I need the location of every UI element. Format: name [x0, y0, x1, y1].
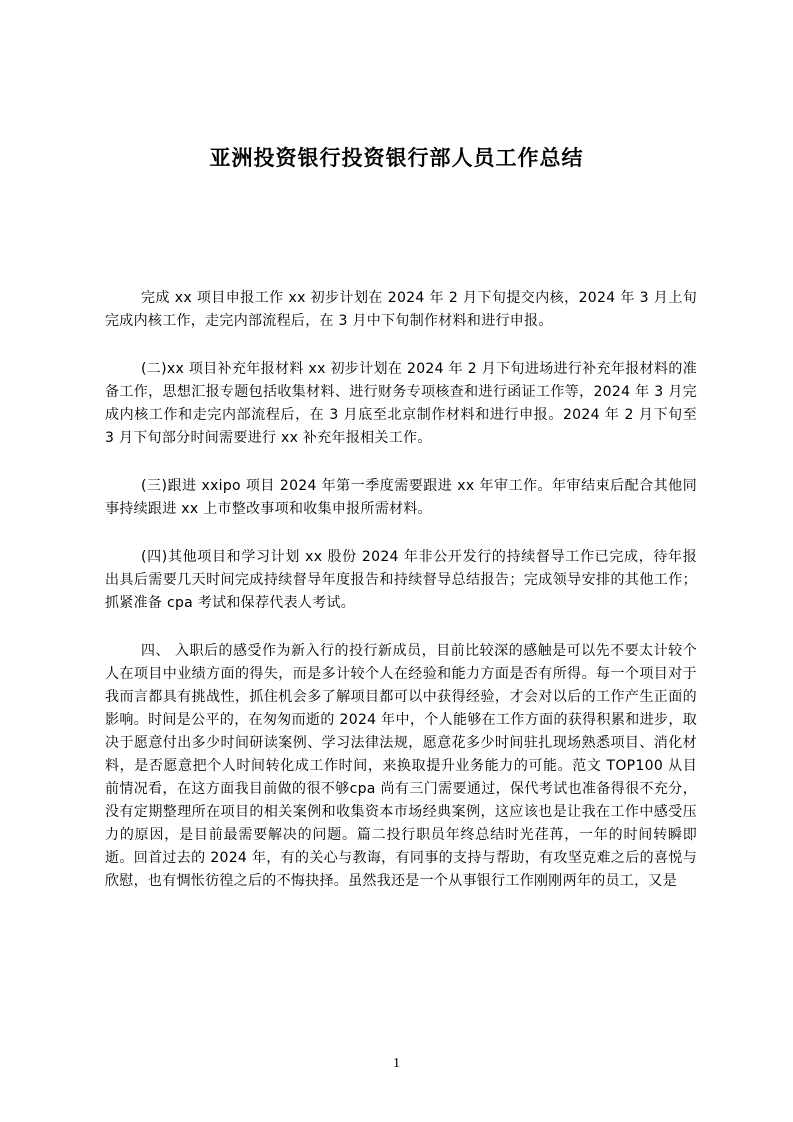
document-title: 亚洲投资银行投资银行部人员工作总结 — [209, 146, 584, 170]
paragraph-3: (三)跟进 xxipo 项目 2024 年第一季度需要跟进 xx 年审工作。年审结束后配合其他同事持续跟进 xx 上市整改事项和收集申报所需材料。 — [105, 478, 697, 517]
page-number: 1 — [393, 1056, 400, 1071]
paragraph-1: 完成 xx 项目申报工作 xx 初步计划在 2024 年 2 月下旬提交内核，2024 年 3 月上旬完成内核工作，走完内部流程后，在 3 月中下旬制作材料和进行申报。 — [105, 290, 697, 329]
paragraph-5: 四、 入职后的感受作为新入行的投行新成员，目前比较深的感触是可以先不要太计较个人在项目中业绩方面的得失，而是多计较个人在经验和能力方面是否有所得。每一个项目对于我而言都具有挑战性，抓住机会多了解项目都可以中获得经验，才会对以后的工作产生正面的影响。时间是公平的，在匆匆而逝的 2024 年中，个人能够在工作方面的获得积累和进步，取决于愿意付出多少时间研读案例、学习法律法规，愿意花多少时间驻扎现场熟悉项目、消化材料，是否愿意把个人时间转化成工作时间，来换取提升业务能力的可能。范文 TOP100 从目前情况看，在这方面我目前做的很不够cpa 尚有三门需要通过，保代考试也准备得很不充分，没有定期整理所在项目的相关案例和收集资本市场经典案例，这应该也是让我在工作中感受压力的原因，是目前最需要解决的问题。篇二投行职员年终总结时光荏苒，一年的时间转瞬即逝。回首过去的 2024 年，有的关心与教诲，有同事的支持与帮助，有攻坚克难之后的喜悦与欣慰，也有惆怅彷徨之后的不悔抉择。虽然我还是一个从事银行工作刚刚两年的员工，又是 — [105, 643, 697, 889]
document-body — [105, 287, 697, 893]
paragraph-4: (四)其他项目和学习计划 xx 股份 2024 年非公开发行的持续督导工作已完成，待年报出具后需要几天时间完成持续督导年度报告和持续督导总结报告；完成领导安排的其他工作；抓紧准备 cpa 考试和保荐代表人考试。 — [105, 549, 697, 611]
paragraph-2: (二)xx 项目补充年报材料 xx 初步计划在 2024 年 2 月下旬进场进行补充年报材料的准备工作，思想汇报专题包括收集材料、进行财务专项核查和进行函证工作等，2024 年 3 月完成内核工作和走完内部流程后，在 3 月底至北京制作材料和进行申报。2024 年 2 月下旬至 3 月下旬部分时间需要进行 xx 补充年报相关工作。 — [105, 361, 697, 446]
